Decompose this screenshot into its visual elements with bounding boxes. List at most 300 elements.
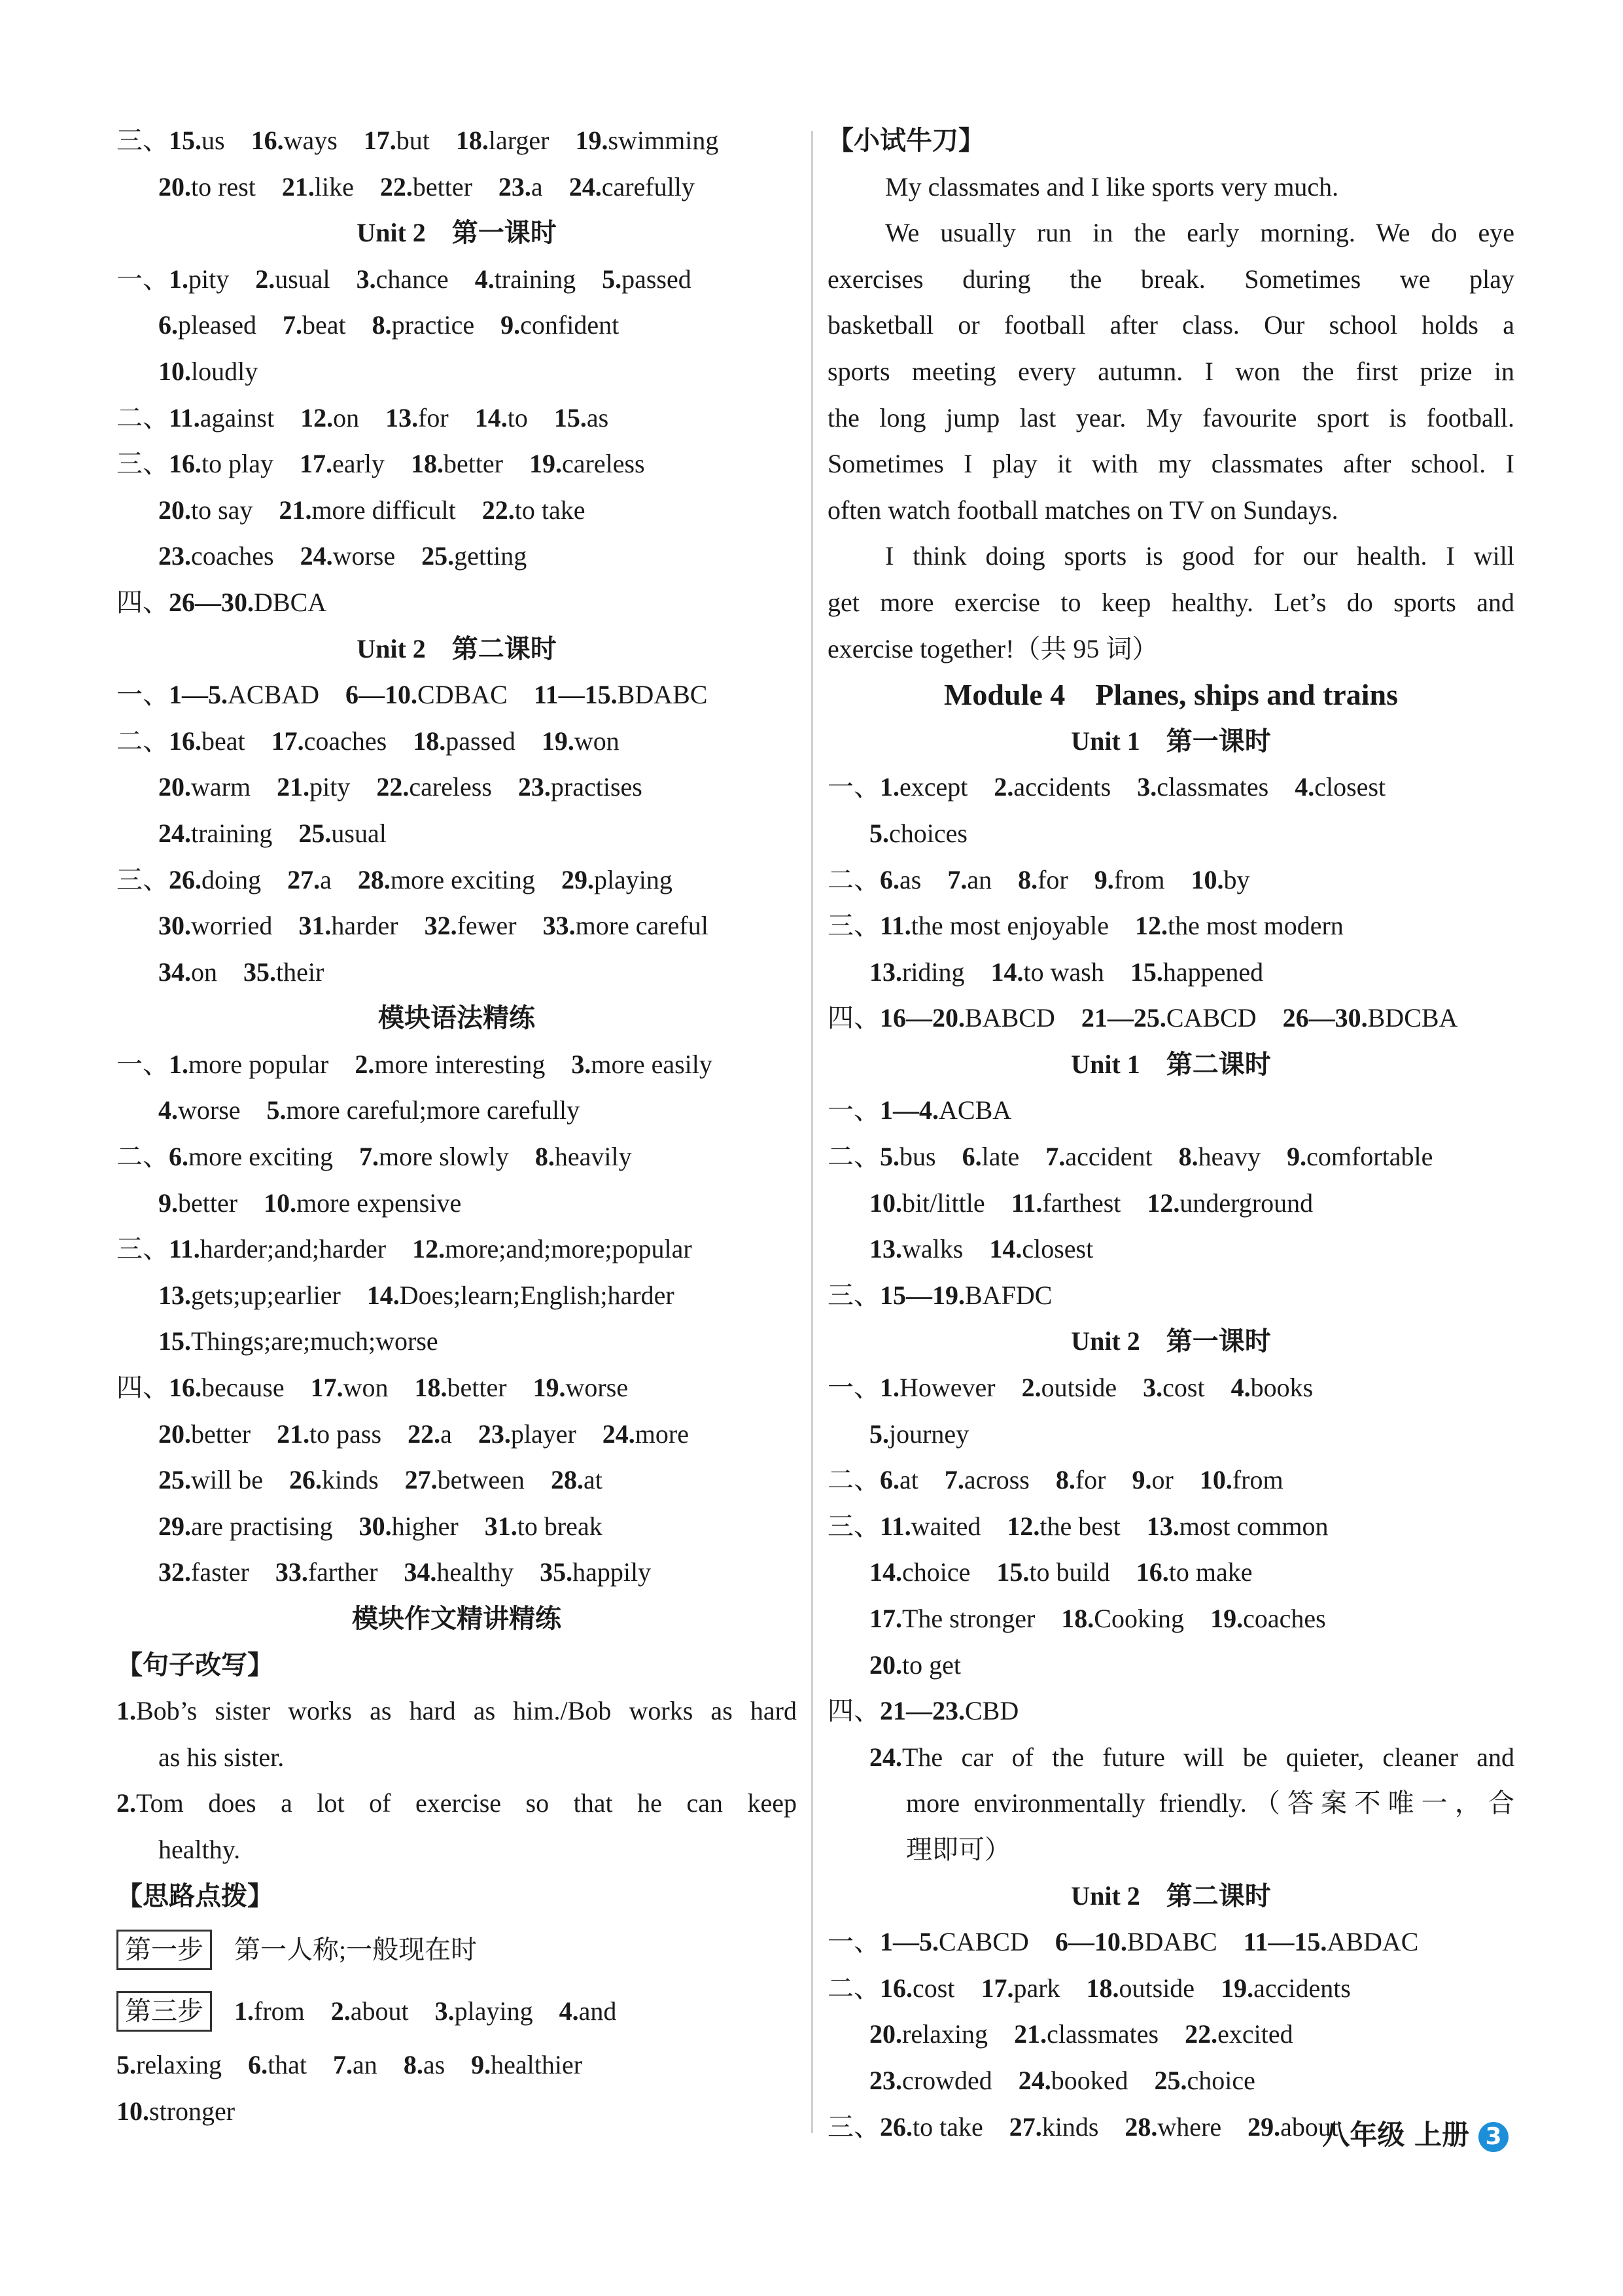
answer-text: are practising [191,1511,333,1541]
answer-text: coaches [1243,1604,1326,1633]
answer-number: 5. [869,1419,889,1449]
text-content: Bob’s sister works as hard as him./Bob works as hard [136,1696,797,1726]
answer-number: 21—23. [880,1696,965,1726]
section-prefix: 二、 [828,1973,880,2003]
answer-number: 19. [575,126,608,155]
answer-line [116,764,797,811]
answer-number: 18. [1086,1973,1119,2003]
answer-text: worse [178,1095,241,1125]
answer-item [1287,1142,1433,1171]
answer-item [275,1557,378,1587]
answer-number: 26. [288,1465,322,1495]
section-tag-label: 【思路点拨】 [116,1881,273,1911]
answer-item [518,772,642,802]
answer-number: 20. [869,2019,902,2049]
section-prefix: 三、 [116,864,169,894]
answer-number: 24. [1018,2065,1051,2095]
answer-number: 26—30. [1282,1003,1368,1033]
answer-text: pity [188,264,230,294]
answer-number: 9. [1094,864,1114,894]
section-heading: Unit 2 第二课时 [1071,1881,1271,1911]
answer-item [435,1996,533,2026]
answer-text: higher [391,1511,459,1541]
answer-item [869,1557,970,1587]
text-line [828,441,1514,487]
answer-item [169,126,225,155]
answer-number: 4. [559,1996,579,2026]
answer-item [1295,772,1386,802]
answer-item [498,172,543,202]
answer-text: to get [902,1650,961,1680]
answer-text: happened [1162,957,1264,987]
answer-item [234,1996,305,2026]
answer-number: 32. [158,1557,191,1587]
section-prefix: 四、 [828,1003,880,1033]
answer-text: doing [201,864,262,894]
answer-number: 14. [989,1234,1022,1264]
answer-item [116,2050,222,2079]
answer-number: 29. [158,1511,191,1541]
answer-number: 16—20. [880,1003,965,1033]
section-prefix: 三、 [116,1234,169,1264]
answer-line [828,764,1514,811]
answer-item [869,1650,961,1680]
answer-number: 35. [243,957,276,987]
answer-number: 17. [299,449,332,479]
answer-text: more exciting [188,1142,334,1172]
section-prefix: 一、 [116,680,169,710]
answer-number: 21. [279,495,312,525]
answer-number: 3. [434,1996,455,2026]
answer-number: 18. [414,1373,447,1403]
answer-number: 1. [880,1373,899,1403]
answer-text: heavy [1198,1142,1261,1172]
answer-number: 12. [300,402,334,433]
answer-text: practice [391,310,475,340]
answer-text: better [178,1188,238,1218]
answer-number: 15—19. [880,1280,965,1310]
answer-item [880,865,921,894]
text-content: I think doing sports is good for our health. I will [885,541,1514,571]
answer-number: 6—10. [345,680,418,710]
answer-item [533,1373,629,1402]
answer-line [828,811,1514,857]
answer-text: by [1223,864,1250,894]
answer-number: 15. [553,402,587,433]
text-line [828,256,1514,303]
section-prefix: 三、 [828,911,880,941]
step-text: 第一人称;一般现在时 [234,1935,478,1965]
section-prefix: 一、 [116,1049,169,1079]
answer-item [571,1050,712,1079]
answer-number: 5. [116,2050,136,2080]
answer-text: for [1075,1465,1106,1495]
answer-item [880,1003,1055,1033]
answer-text: waited [911,1511,981,1541]
answer-item [554,403,608,433]
text-line [116,1735,797,1781]
answer-number: 12. [412,1234,445,1264]
answer-text: park [1013,1973,1060,2003]
answer-number: 20. [158,1419,191,1449]
answer-line [116,1457,797,1504]
answer-text: coaches [191,541,274,571]
answer-number: 22. [481,495,515,525]
answer-text: to say [191,495,253,525]
answer-text: choices [889,818,968,848]
section-prefix: 一、 [828,1927,880,1957]
answer-item [529,449,645,478]
text-line [116,1688,797,1735]
answer-item [1135,911,1344,940]
answer-number: 28. [550,1465,584,1495]
answer-item [169,865,261,894]
answer-text: on [191,957,217,987]
answer-number: 1—5. [880,1927,939,1957]
answer-item [298,911,398,940]
section-heading: Module 4 Planes, ships and trains [944,678,1398,712]
answer-text: to make [1168,1557,1253,1587]
answer-number: 27. [404,1465,438,1495]
answer-text: careless [562,449,645,479]
answer-line [116,1504,797,1550]
answer-number: 8. [534,1142,555,1172]
answer-number: 15. [996,1557,1030,1587]
answer-item [1056,1465,1106,1494]
section-prefix: 二、 [828,1142,880,1172]
answer-item [551,1465,602,1494]
answer-line [828,903,1514,949]
answer-text: playing [454,1996,533,2026]
answer-text: harder [331,911,398,941]
text-content: We usually run in the early morning. We do eye [885,218,1514,248]
answer-text: BDABC [617,680,708,710]
answer-line [828,1549,1514,1596]
answer-text: playing [593,864,672,894]
answer-text: classmates [1157,772,1269,802]
answer-text: coaches [304,726,387,756]
answer-text: to [507,402,528,433]
answer-item [996,1557,1109,1587]
answer-text: training [191,818,273,848]
answer-number: 8. [1018,864,1038,894]
answer-number: 30. [358,1511,392,1541]
answer-text: farther [307,1557,378,1587]
answer-number: 15. [169,126,201,155]
section-prefix: 三、 [116,126,169,155]
answer-item [169,1373,285,1402]
section-prefix: 二、 [116,1142,169,1172]
answer-line [116,256,797,303]
text-content: often watch football matches on TV on Sundays. [828,495,1338,525]
text-line [116,1780,797,1827]
answer-number: 1. [880,772,899,802]
answer-item [158,541,274,571]
answer-item [869,1188,985,1218]
answer-item [1009,2112,1099,2142]
answer-text: to rest [191,171,256,202]
answer-item [534,680,708,709]
answer-item [880,772,968,802]
answer-item [158,1557,249,1587]
answer-number: 18. [410,449,444,479]
answer-line [116,164,797,211]
answer-number: 17. [310,1373,343,1403]
answer-text: riding [902,957,965,987]
answer-item [535,1142,632,1171]
answer-item [169,449,273,478]
answer-item [264,1188,461,1218]
answer-number: 22. [1185,2019,1218,2049]
answer-text: from [1232,1465,1283,1495]
answer-text: BDCBA [1367,1003,1458,1033]
answer-number: 11—15. [533,680,618,710]
text-line [828,1735,1514,1781]
answer-item [412,1234,692,1263]
answer-item [471,2050,582,2079]
answer-number: 16. [251,126,284,155]
answer-item [357,264,449,294]
answer-text: classmates [1047,2019,1159,2049]
answer-line [116,2089,797,2135]
section-prefix: 二、 [828,864,880,894]
answer-item [169,403,274,433]
text-content: healthy. [158,1834,241,1864]
answer-text: BDABC [1126,1927,1217,1957]
answer-number: 13. [869,957,902,987]
section-tag [116,1642,797,1689]
answer-text: their [276,957,324,987]
answer-item [1231,1373,1314,1402]
answer-text: more expensive [296,1188,462,1218]
answer-text: fewer [457,911,517,941]
answer-number: 25. [298,818,332,848]
answer-item [169,680,319,709]
answer-number: 1. [116,1696,136,1726]
section-tag-label: 【句子改写】 [116,1650,273,1680]
text-content: exercise together!（共 95 词） [828,633,1159,663]
answer-item [1018,865,1068,894]
answer-number: 4. [158,1095,178,1125]
answer-item [869,957,965,987]
answer-text: cost [1162,1373,1205,1403]
answer-line [116,903,797,949]
answer-text: or [1151,1465,1174,1495]
answer-item [411,449,503,478]
answer-text: as [899,864,922,894]
answer-text: that [268,2050,307,2080]
answer-text: beat [201,726,245,756]
answer-item [158,1095,241,1125]
answer-number: 2. [330,1996,351,2026]
answer-text: farthest [1042,1188,1121,1218]
answer-item [158,357,258,386]
answer-number: 27. [287,864,321,894]
answer-item [575,126,718,155]
answer-text: The stronger [902,1604,1036,1633]
answer-item [880,1142,936,1171]
answer-number: 13. [1146,1511,1179,1541]
answer-number: 33. [542,911,576,941]
answer-text: underground [1179,1188,1314,1218]
answer-number: 1—4. [880,1095,939,1125]
answer-item [282,172,354,202]
answer-item [169,264,229,294]
answer-item [880,1511,981,1541]
text-content: basketball or football after class. Our school holds a [828,310,1514,340]
answer-text: at [583,1465,602,1495]
answer-number: 21. [277,1419,310,1449]
answer-item [169,588,326,617]
answer-number: 4. [474,264,495,294]
answer-text: for [418,402,449,433]
answer-item [994,772,1111,802]
answer-number: 26. [880,2111,913,2142]
answer-item [869,1234,963,1263]
text-content: 理即可） [906,1834,1011,1864]
answer-number: 21. [277,772,310,802]
answer-number: 17. [981,1973,1014,2003]
answer-number: 12. [1134,911,1168,941]
answer-number: 17. [271,726,304,756]
answer-number: 8. [403,2050,423,2080]
answer-text: more interesting [374,1049,546,1079]
answer-item [1014,2019,1159,2049]
answer-item [540,1557,651,1587]
answer-number: 1. [169,264,188,294]
answer-number: 22. [376,772,410,802]
answer-number: 7. [333,2050,353,2080]
answer-text: more [635,1419,689,1449]
answer-number: 19. [529,449,562,479]
answer-item [355,1050,545,1079]
answer-item [880,1465,918,1494]
answer-number: 21. [281,171,315,202]
answer-item [277,1419,381,1449]
text-line [828,1780,1514,1827]
answer-item [372,310,475,340]
text-line [116,1827,797,1873]
answer-number: 28. [1125,2111,1158,2142]
answer-number: 2. [255,264,275,294]
answer-item [569,172,695,202]
text-content: sports meeting every autumn. I won the first prize in [828,356,1514,386]
answer-item [169,1050,328,1079]
answer-line [116,1549,797,1596]
section-prefix: 三、 [828,2111,880,2142]
answer-line [116,441,797,487]
answer-number: 6. [158,310,178,340]
answer-item [602,264,691,294]
answer-text: kinds [321,1465,379,1495]
answer-text: a [320,864,332,894]
answer-item [991,957,1104,987]
answer-number: 15. [158,1326,191,1356]
answer-line [828,1087,1514,1134]
answer-item [1147,1188,1313,1218]
answer-number: 10. [1191,864,1224,894]
answer-item [485,1511,602,1541]
answer-text: CABCD [1166,1003,1257,1033]
answer-item [542,726,620,756]
answer-text: pity [309,772,351,802]
answer-item [1011,1188,1121,1218]
answer-item [311,1373,389,1402]
answer-text: to take [913,2111,983,2142]
answer-line [116,1365,797,1411]
answer-number: 11. [880,1511,911,1541]
answer-number: 8. [1055,1465,1075,1495]
answer-number: 10. [264,1188,297,1218]
answer-line [828,1411,1514,1458]
answer-number: 33. [275,1557,308,1587]
answer-line [828,1226,1514,1273]
answer-text: Does;learn;English;harder [399,1280,674,1310]
section-prefix: 四、 [116,587,169,617]
answer-text: the most enjoyable [911,911,1109,941]
answer-item [947,865,992,894]
answer-number: 12. [1007,1511,1040,1541]
answer-number: 1—5. [169,680,228,710]
answer-line [116,718,797,765]
text-content: more environmentally friendly.（答案不唯一，合 [906,1788,1514,1818]
answer-item [421,541,527,571]
answer-number: 32. [424,911,457,941]
section-prefix: 一、 [828,1095,880,1125]
answer-number: 20. [869,1650,902,1680]
answer-item [279,495,455,525]
answer-text: harder;and;harder [200,1234,387,1264]
answer-text: excited [1217,2019,1293,2049]
answer-text: the most modern [1167,911,1344,941]
section-prefix: 三、 [116,449,169,479]
answer-number: 5. [880,1142,899,1172]
answer-line [116,395,797,442]
answer-text: to take [514,495,585,525]
answer-item [331,1996,409,2026]
answer-number: 10. [869,1188,902,1218]
answer-text: CABCD [939,1927,1029,1957]
answer-number: 1. [169,1049,188,1079]
text-content: get more exercise to keep healthy. Let’s do sports and [828,587,1514,617]
answer-item [1147,1511,1329,1541]
answer-text: on [333,402,360,433]
answer-number: 7. [1045,1142,1066,1172]
answer-item [243,957,324,987]
answer-item [283,310,346,340]
text-content: exercises during the break. Sometimes we play [828,264,1514,294]
answer-line [828,995,1514,1042]
answer-line [828,949,1514,996]
answer-number: 11. [880,911,911,941]
answer-text: except [899,772,968,802]
answer-line [116,949,797,996]
text-content: My classmates and I like sports very much. [885,171,1339,202]
answer-text: passed [445,726,515,756]
answer-item [1094,865,1165,894]
answer-text: ACBA [939,1095,1012,1125]
answer-item [602,1419,689,1449]
answer-line [116,672,797,718]
answer-line [828,1365,1514,1411]
answer-text: choice [902,1557,971,1587]
answer-text: crowded [902,2065,992,2095]
answer-number: 19. [1210,1604,1244,1633]
answer-number: 25. [1154,2065,1187,2095]
answer-text: carefully [601,171,695,202]
answer-item [277,772,350,802]
answer-text: ABDAC [1327,1927,1419,1957]
